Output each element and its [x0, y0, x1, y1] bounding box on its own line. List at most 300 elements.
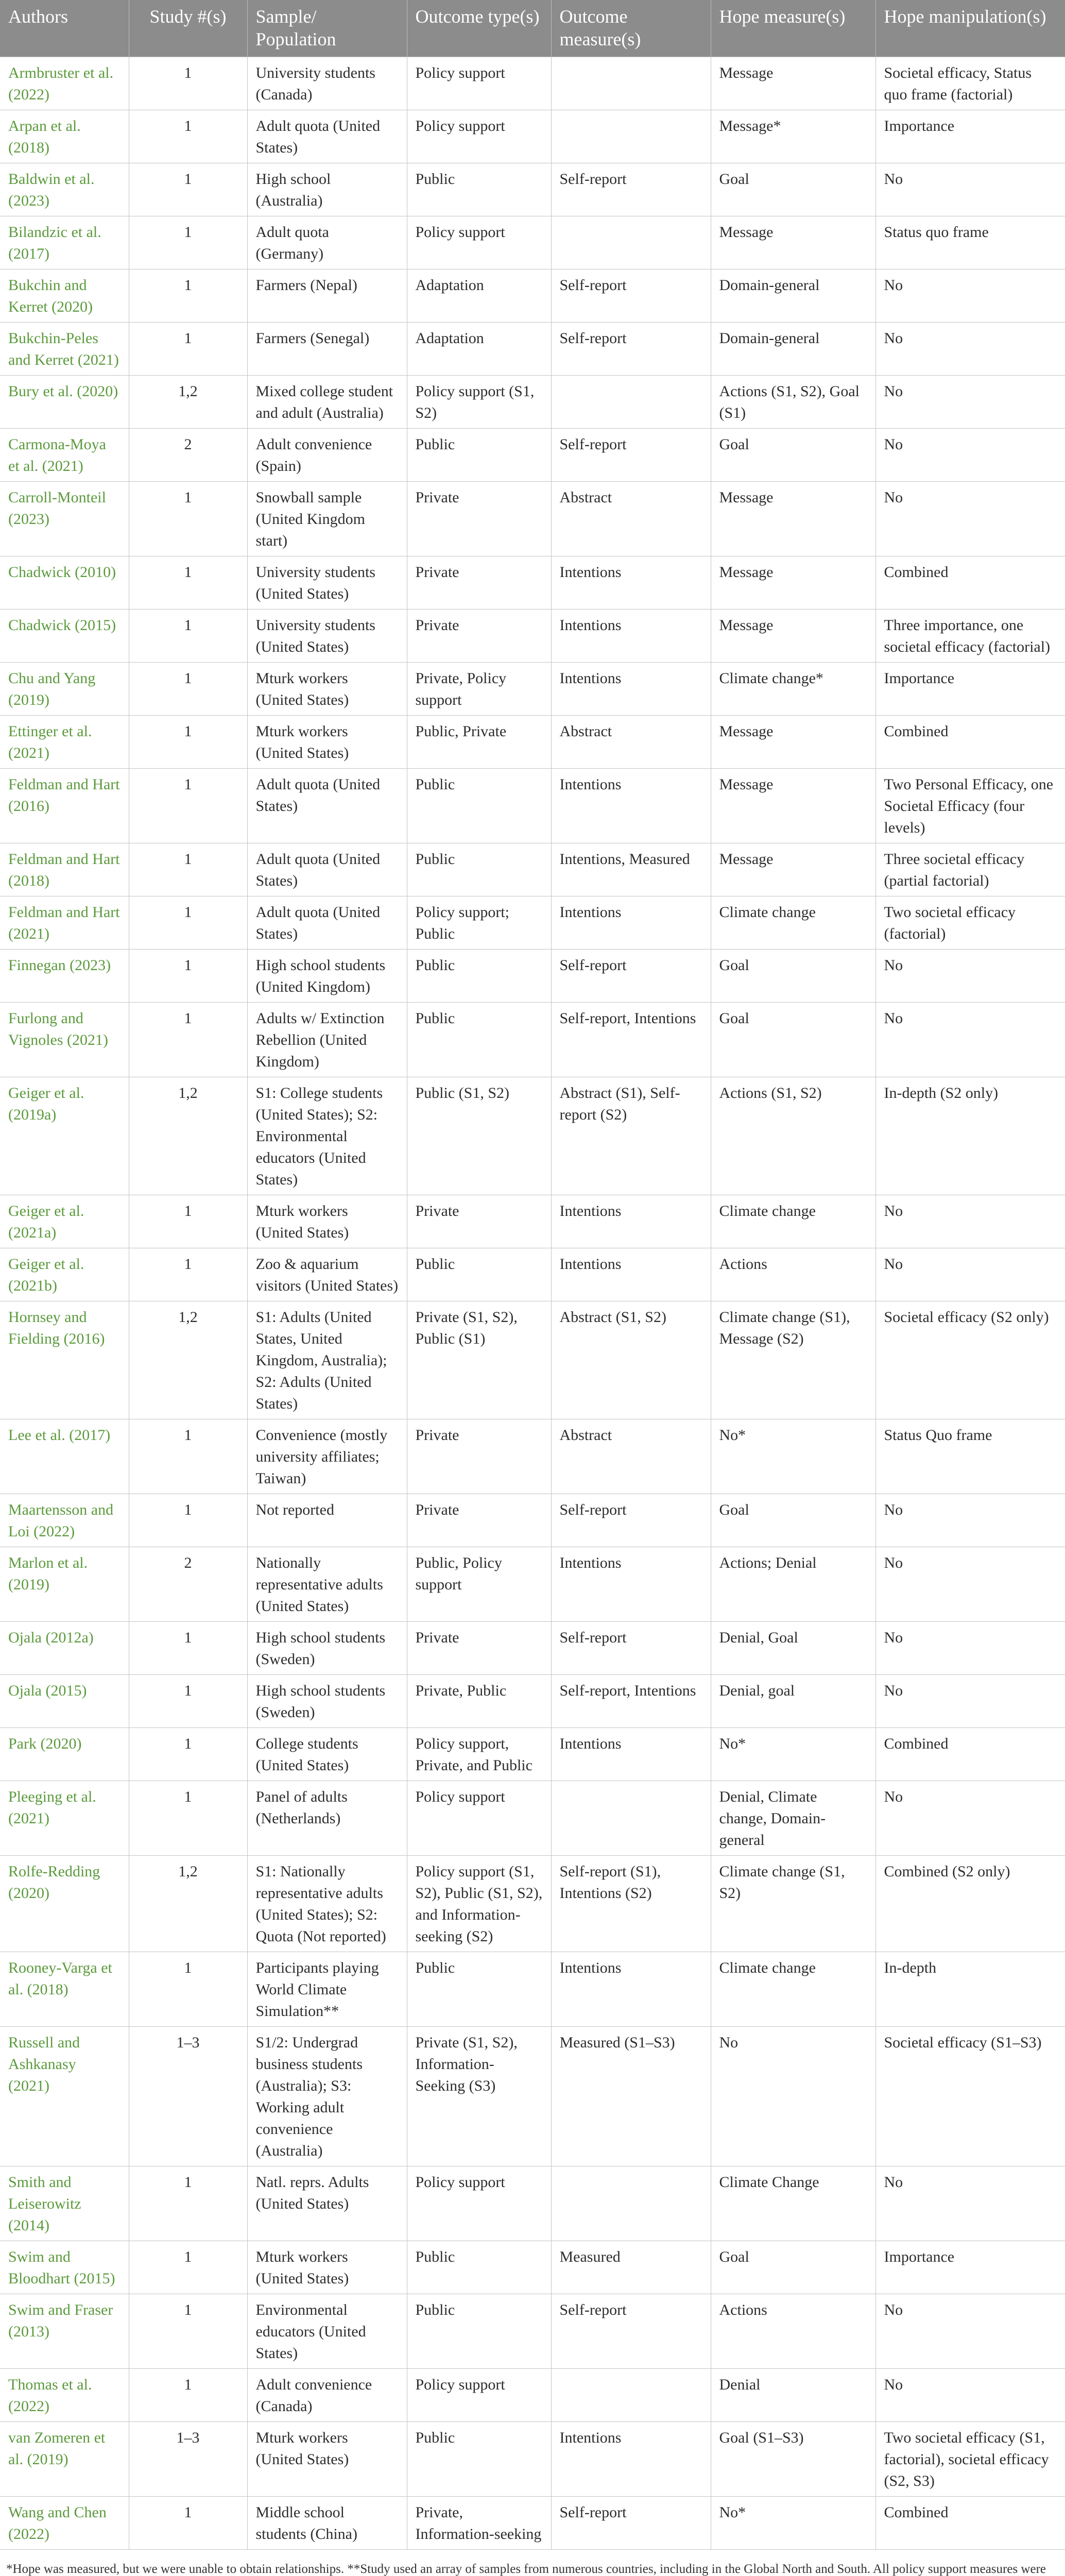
outcome-type-cell: Private [407, 1621, 551, 1674]
table-row [0, 662, 1065, 715]
hope-measure-cell: Actions; Denial [711, 1547, 875, 1621]
hope-manipulation-cell: Societal efficacy, Status quo frame (factorial) [875, 57, 1065, 110]
outcome-measure-cell: Self-report [551, 269, 711, 322]
study-number-cell: 1 [129, 2368, 247, 2421]
outcome-type-cell: Public [407, 843, 551, 896]
author-cell[interactable]: Ojala (2012a) [0, 1621, 129, 1674]
hope-measure-cell: Actions [711, 2294, 875, 2368]
table-row [0, 375, 1065, 428]
sample-cell: University students (Canada) [247, 57, 407, 110]
outcome-measure-cell: Self-report (S1), Intentions (S2) [551, 1855, 711, 1952]
study-number-cell: 1 [129, 896, 247, 949]
outcome-measure-cell: Intentions [551, 609, 711, 662]
author-cell[interactable]: Marlon et al. (2019) [0, 1547, 129, 1621]
outcome-type-cell: Public [407, 2421, 551, 2496]
hope-measure-cell: Domain-general [711, 269, 875, 322]
table-row [0, 163, 1065, 216]
author-cell[interactable]: Swim and Fraser (2013) [0, 2294, 129, 2368]
hope-manipulation-cell: No [875, 481, 1065, 556]
sample-cell: Convenience (mostly university affiliates; Taiwan) [247, 1419, 407, 1494]
table-row [0, 1781, 1065, 1855]
table-header [0, 0, 1065, 57]
hope-measure-cell: Denial, Goal [711, 1621, 875, 1674]
sample-cell: Mturk workers (United States) [247, 715, 407, 768]
study-number-cell: 1–3 [129, 2026, 247, 2166]
author-cell[interactable]: Geiger et al. (2019a) [0, 1077, 129, 1195]
author-cell[interactable]: Ojala (2015) [0, 1674, 129, 1727]
hope-manipulation-cell: No [875, 428, 1065, 481]
study-number-cell: 1 [129, 609, 247, 662]
hope-measure-cell: Climate change* [711, 662, 875, 715]
study-number-cell: 1 [129, 322, 247, 375]
header-study-number: Study #(s) [129, 0, 247, 57]
table-row [0, 1727, 1065, 1781]
outcome-measure-cell: Intentions [551, 896, 711, 949]
hope-manipulation-cell: No [875, 2294, 1065, 2368]
hope-measure-cell: Message [711, 216, 875, 269]
outcome-measure-cell: Measured (S1–S3) [551, 2026, 711, 2166]
table-row [0, 1248, 1065, 1301]
sample-cell: Natl. reprs. Adults (United States) [247, 2166, 407, 2241]
table-row [0, 949, 1065, 1002]
outcome-measure-cell [551, 2166, 711, 2241]
hope-manipulation-cell: Three societal efficacy (partial factorial) [875, 843, 1065, 896]
study-number-cell: 1 [129, 163, 247, 216]
table-row [0, 2166, 1065, 2241]
outcome-measure-cell: Measured [551, 2241, 711, 2294]
author-cell[interactable]: Bilandzic et al. (2017) [0, 216, 129, 269]
author-cell[interactable]: Rooney-Varga et al. (2018) [0, 1952, 129, 2026]
hope-manipulation-cell: No [875, 322, 1065, 375]
hope-measure-cell: Message [711, 609, 875, 662]
hope-manipulation-cell: No [875, 375, 1065, 428]
author-cell[interactable]: Geiger et al. (2021b) [0, 1248, 129, 1301]
author-cell[interactable]: Swim and Bloodhart (2015) [0, 2241, 129, 2294]
outcome-measure-cell: Abstract (S1, S2) [551, 1301, 711, 1419]
hope-manipulation-cell: Combined [875, 556, 1065, 609]
author-cell[interactable]: Armbruster et al. (2022) [0, 57, 129, 110]
study-number-cell: 1 [129, 110, 247, 163]
study-number-cell: 1,2 [129, 1077, 247, 1195]
sample-cell: High school students (Sweden) [247, 1674, 407, 1727]
sample-cell: Adult quota (United States) [247, 110, 407, 163]
table-row [0, 481, 1065, 556]
table-row [0, 57, 1065, 110]
outcome-measure-cell: Intentions [551, 662, 711, 715]
hope-manipulation-cell: Two societal efficacy (factorial) [875, 896, 1065, 949]
table-row [0, 2496, 1065, 2549]
sample-cell: S1: Nationally representative adults (United States); S2: Quota (Not reported) [247, 1855, 407, 1952]
study-number-cell: 1 [129, 1621, 247, 1674]
author-cell[interactable]: Russell and Ashkanasy (2021) [0, 2026, 129, 2166]
table-row [0, 896, 1065, 949]
outcome-type-cell: Public [407, 768, 551, 843]
outcome-measure-cell: Self-report [551, 2294, 711, 2368]
hope-measure-cell: No [711, 2026, 875, 2166]
outcome-measure-cell: Self-report [551, 949, 711, 1002]
author-cell[interactable]: Ettinger et al. (2021) [0, 715, 129, 768]
outcome-measure-cell: Self-report [551, 2496, 711, 2549]
outcome-measure-cell: Self-report [551, 1494, 711, 1547]
study-number-cell: 1 [129, 1419, 247, 1494]
outcome-type-cell: Public [407, 163, 551, 216]
study-number-cell: 1 [129, 1494, 247, 1547]
outcome-type-cell: Private [407, 1419, 551, 1494]
author-cell[interactable]: Arpan et al. (2018) [0, 110, 129, 163]
hope-manipulation-cell: Importance [875, 662, 1065, 715]
hope-manipulation-cell: No [875, 1002, 1065, 1077]
hope-measure-cell: Goal [711, 2241, 875, 2294]
hope-manipulation-cell: No [875, 1195, 1065, 1248]
hope-manipulation-cell: No [875, 163, 1065, 216]
study-number-cell: 1 [129, 1002, 247, 1077]
outcome-measure-cell: Intentions [551, 1248, 711, 1301]
hope-measure-cell: Message [711, 843, 875, 896]
table-row [0, 1674, 1065, 1727]
sample-cell: High school students (United Kingdom) [247, 949, 407, 1002]
outcome-type-cell: Private [407, 556, 551, 609]
hope-measure-cell: Message [711, 715, 875, 768]
outcome-type-cell: Public [407, 428, 551, 481]
study-number-cell: 1 [129, 662, 247, 715]
hope-manipulation-cell: No [875, 1674, 1065, 1727]
sample-cell: Mixed college student and adult (Australia) [247, 375, 407, 428]
outcome-measure-cell: Intentions [551, 1952, 711, 2026]
outcome-type-cell: Public, Private [407, 715, 551, 768]
outcome-type-cell: Private (S1, S2), Information-Seeking (S3) [407, 2026, 551, 2166]
author-cell[interactable]: Hornsey and Fielding (2016) [0, 1301, 129, 1419]
outcome-measure-cell: Self-report [551, 1621, 711, 1674]
header-outcome-type: Outcome type(s) [407, 0, 551, 57]
table-row [0, 715, 1065, 768]
header-sample-population: Sample/ Population [247, 0, 407, 57]
outcome-measure-cell: Self-report [551, 428, 711, 481]
outcome-type-cell: Public [407, 2294, 551, 2368]
outcome-measure-cell: Intentions [551, 768, 711, 843]
table-row [0, 269, 1065, 322]
hope-manipulation-cell: Status quo frame [875, 216, 1065, 269]
outcome-type-cell: Private [407, 1195, 551, 1248]
outcome-measure-cell: Intentions [551, 1727, 711, 1781]
table-row [0, 1547, 1065, 1621]
outcome-measure-cell: Intentions [551, 1547, 711, 1621]
study-number-cell: 1 [129, 1952, 247, 2026]
author-cell[interactable]: Lee et al. (2017) [0, 1419, 129, 1494]
outcome-type-cell: Policy support; Public [407, 896, 551, 949]
outcome-type-cell: Policy support, Private, and Public [407, 1727, 551, 1781]
hope-manipulation-cell: Societal efficacy (S1–S3) [875, 2026, 1065, 2166]
study-number-cell: 1 [129, 2166, 247, 2241]
outcome-type-cell: Policy support (S1, S2), Public (S1, S2), and Information-seeking (S2) [407, 1855, 551, 1952]
header-row [0, 0, 1065, 57]
hope-measure-cell: Domain-general [711, 322, 875, 375]
outcome-type-cell: Private, Policy support [407, 662, 551, 715]
outcome-type-cell: Policy support [407, 57, 551, 110]
sample-cell: Nationally representative adults (United States) [247, 1547, 407, 1621]
outcome-type-cell: Policy support [407, 2368, 551, 2421]
outcome-type-cell: Adaptation [407, 322, 551, 375]
author-cell[interactable]: Feldman and Hart (2021) [0, 896, 129, 949]
author-cell[interactable]: Park (2020) [0, 1727, 129, 1781]
study-number-cell: 1,2 [129, 1301, 247, 1419]
outcome-measure-cell [551, 1781, 711, 1855]
sample-cell: Middle school students (China) [247, 2496, 407, 2549]
outcome-type-cell: Private [407, 609, 551, 662]
table-row [0, 1621, 1065, 1674]
outcome-measure-cell: Abstract [551, 481, 711, 556]
sample-cell: Farmers (Nepal) [247, 269, 407, 322]
table-row [0, 609, 1065, 662]
hope-measure-cell: Climate change (S1), Message (S2) [711, 1301, 875, 1419]
author-cell[interactable]: Carroll-Monteil (2023) [0, 481, 129, 556]
outcome-type-cell: Public [407, 1952, 551, 2026]
hope-manipulation-cell: No [875, 2368, 1065, 2421]
hope-measure-cell: Goal [711, 428, 875, 481]
study-number-cell: 1 [129, 1248, 247, 1301]
study-number-cell: 1,2 [129, 1855, 247, 1952]
author-cell[interactable]: Rolfe-Redding (2020) [0, 1855, 129, 1952]
author-cell[interactable]: Maartensson and Loi (2022) [0, 1494, 129, 1547]
study-number-cell: 1 [129, 768, 247, 843]
header-outcome-measure: Outcome measure(s) [551, 0, 711, 57]
study-number-cell: 1–3 [129, 2421, 247, 2496]
hope-measure-cell: Denial, Climate change, Domain-general [711, 1781, 875, 1855]
outcome-type-cell: Policy support [407, 216, 551, 269]
outcome-measure-cell: Self-report, Intentions [551, 1002, 711, 1077]
author-cell[interactable]: van Zomeren et al. (2019) [0, 2421, 129, 2496]
sample-cell: Mturk workers (United States) [247, 1195, 407, 1248]
hope-manipulation-cell: No [875, 269, 1065, 322]
author-cell[interactable]: Chu and Yang (2019) [0, 662, 129, 715]
hope-manipulation-cell: In-depth [875, 1952, 1065, 2026]
hope-manipulation-cell: Combined [875, 2496, 1065, 2549]
table-row [0, 768, 1065, 843]
author-cell[interactable]: Baldwin et al. (2023) [0, 163, 129, 216]
sample-cell: Farmers (Senegal) [247, 322, 407, 375]
sample-cell: Participants playing World Climate Simulation** [247, 1952, 407, 2026]
table-row [0, 1419, 1065, 1494]
table-row [0, 1952, 1065, 2026]
sample-cell: University students (United States) [247, 556, 407, 609]
hope-manipulation-cell: No [875, 1248, 1065, 1301]
outcome-type-cell: Public [407, 1248, 551, 1301]
study-number-cell: 1 [129, 57, 247, 110]
hope-measure-cell: Goal [711, 949, 875, 1002]
author-cell[interactable]: Feldman and Hart (2018) [0, 843, 129, 896]
hope-manipulation-cell: Importance [875, 2241, 1065, 2294]
study-number-cell: 1 [129, 269, 247, 322]
outcome-measure-cell: Self-report [551, 322, 711, 375]
sample-cell: Environmental educators (United States) [247, 2294, 407, 2368]
outcome-measure-cell: Abstract [551, 1419, 711, 1494]
outcome-measure-cell: Self-report, Intentions [551, 1674, 711, 1727]
hope-manipulation-cell: Combined (S2 only) [875, 1855, 1065, 1952]
outcome-measure-cell: Intentions [551, 2421, 711, 2496]
table-row [0, 2368, 1065, 2421]
table-row [0, 556, 1065, 609]
author-cell[interactable]: Wang and Chen (2022) [0, 2496, 129, 2549]
hope-measure-cell: Denial, goal [711, 1674, 875, 1727]
study-number-cell: 1 [129, 2496, 247, 2549]
study-number-cell: 1 [129, 2294, 247, 2368]
hope-measure-cell: Message [711, 57, 875, 110]
author-cell[interactable]: Bukchin and Kerret (2020) [0, 269, 129, 322]
hope-measure-cell: Goal [711, 1002, 875, 1077]
hope-measure-cell: Denial [711, 2368, 875, 2421]
table-footnote: *Hope was measured, but we were unable to obtain relationships. **Study used an array of samples from numerous countries, including in the Global North and South. All policy support measures were [6, 2562, 1046, 2576]
outcome-measure-cell: Intentions [551, 1195, 711, 1248]
hope-manipulation-cell: No [875, 1547, 1065, 1621]
author-cell[interactable]: Pleeging et al. (2021) [0, 1781, 129, 1855]
outcome-measure-cell [551, 2368, 711, 2421]
outcome-type-cell: Public [407, 2241, 551, 2294]
sample-cell: Adult convenience (Canada) [247, 2368, 407, 2421]
hope-measure-cell: No* [711, 1727, 875, 1781]
outcome-measure-cell [551, 375, 711, 428]
table-row [0, 2294, 1065, 2368]
table-row [0, 1494, 1065, 1547]
outcome-type-cell: Public [407, 1002, 551, 1077]
sample-cell: High school (Australia) [247, 163, 407, 216]
author-cell[interactable]: Chadwick (2015) [0, 609, 129, 662]
hope-measure-cell: Message [711, 768, 875, 843]
sample-cell: Adult convenience (Spain) [247, 428, 407, 481]
hope-manipulation-cell: No [875, 1781, 1065, 1855]
author-cell[interactable]: Thomas et al. (2022) [0, 2368, 129, 2421]
study-number-cell: 1 [129, 481, 247, 556]
table-row [0, 110, 1065, 163]
hope-measure-cell: Message [711, 556, 875, 609]
outcome-type-cell: Private [407, 481, 551, 556]
sample-cell: S1: Adults (United States, United Kingdom, Australia); S2: Adults (United States) [247, 1301, 407, 1419]
outcome-type-cell: Private, Public [407, 1674, 551, 1727]
hope-manipulation-cell: No [875, 949, 1065, 1002]
table-row [0, 2241, 1065, 2294]
hope-manipulation-cell: Importance [875, 110, 1065, 163]
study-number-cell: 1 [129, 556, 247, 609]
table-row [0, 322, 1065, 375]
hope-measure-cell: Climate change [711, 1195, 875, 1248]
hope-measure-cell: No* [711, 2496, 875, 2549]
author-cell[interactable]: Smith and Leiserowitz (2014) [0, 2166, 129, 2241]
sample-cell: College students (United States) [247, 1727, 407, 1781]
sample-cell: High school students (Sweden) [247, 1621, 407, 1674]
header-hope-manipulation: Hope manipulation(s) [875, 0, 1065, 57]
author-cell[interactable]: Feldman and Hart (2016) [0, 768, 129, 843]
outcome-measure-cell: Intentions, Measured [551, 843, 711, 896]
table-row [0, 2421, 1065, 2496]
hope-manipulation-cell: Status Quo frame [875, 1419, 1065, 1494]
table-row [0, 1195, 1065, 1248]
sample-cell: Mturk workers (United States) [247, 2421, 407, 2496]
hope-measure-cell: Climate change (S1, S2) [711, 1855, 875, 1952]
outcome-type-cell: Private (S1, S2), Public (S1) [407, 1301, 551, 1419]
sample-cell: Adult quota (United States) [247, 896, 407, 949]
study-number-cell: 1 [129, 1781, 247, 1855]
sample-cell: Adult quota (United States) [247, 768, 407, 843]
author-cell[interactable]: Furlong and Vignoles (2021) [0, 1002, 129, 1077]
outcome-measure-cell [551, 57, 711, 110]
hope-measure-cell: Actions [711, 1248, 875, 1301]
sample-cell: S1/2: Undergrad business students (Australia); S3: Working adult convenience (Australia) [247, 2026, 407, 2166]
hope-measure-cell: Climate Change [711, 2166, 875, 2241]
hope-measure-cell: Actions (S1, S2) [711, 1077, 875, 1195]
table-row [0, 1301, 1065, 1419]
study-number-cell: 1 [129, 216, 247, 269]
table-row [0, 1002, 1065, 1077]
header-hope-measure: Hope measure(s) [711, 0, 875, 57]
table-row [0, 1077, 1065, 1195]
header-authors: Authors [0, 0, 129, 57]
author-cell[interactable]: Bury et al. (2020) [0, 375, 129, 428]
hope-measure-cell: Goal (S1–S3) [711, 2421, 875, 2496]
hope-manipulation-cell: Societal efficacy (S2 only) [875, 1301, 1065, 1419]
study-number-cell: 2 [129, 1547, 247, 1621]
table-row [0, 843, 1065, 896]
study-number-cell: 1 [129, 1727, 247, 1781]
outcome-type-cell: Adaptation [407, 269, 551, 322]
hope-manipulation-cell: Three importance, one societal efficacy (factorial) [875, 609, 1065, 662]
sample-cell: Zoo & aquarium visitors (United States) [247, 1248, 407, 1301]
hope-manipulation-cell: No [875, 2166, 1065, 2241]
hope-manipulation-cell: Combined [875, 715, 1065, 768]
author-cell[interactable]: Chadwick (2010) [0, 556, 129, 609]
outcome-type-cell: Policy support (S1, S2) [407, 375, 551, 428]
hope-measure-cell: Message [711, 481, 875, 556]
hope-measure-cell: Goal [711, 1494, 875, 1547]
study-number-cell: 1 [129, 715, 247, 768]
study-number-cell: 2 [129, 428, 247, 481]
author-cell[interactable]: Carmona-Moya et al. (2021) [0, 428, 129, 481]
sample-cell: S1: College students (United States); S2: Environmental educators (United States) [247, 1077, 407, 1195]
hope-measure-cell: Goal [711, 163, 875, 216]
outcome-type-cell: Policy support [407, 110, 551, 163]
hope-manipulation-cell: Two societal efficacy (S1, factorial), societal efficacy (S2, S3) [875, 2421, 1065, 2496]
hope-measure-cell: Message* [711, 110, 875, 163]
table-row [0, 216, 1065, 269]
table-row [0, 428, 1065, 481]
sample-cell: Mturk workers (United States) [247, 2241, 407, 2294]
study-number-cell: 1 [129, 843, 247, 896]
sample-cell: University students (United States) [247, 609, 407, 662]
outcome-measure-cell [551, 216, 711, 269]
sample-cell: Adults w/ Extinction Rebellion (United Kingdom) [247, 1002, 407, 1077]
study-number-cell: 1 [129, 949, 247, 1002]
outcome-measure-cell: Abstract (S1), Self-report (S2) [551, 1077, 711, 1195]
outcome-type-cell: Public [407, 949, 551, 1002]
hope-measure-cell: Actions (S1, S2), Goal (S1) [711, 375, 875, 428]
author-cell[interactable]: Geiger et al. (2021a) [0, 1195, 129, 1248]
table-row [0, 2026, 1065, 2166]
sample-cell: Not reported [247, 1494, 407, 1547]
table-row [0, 1855, 1065, 1952]
outcome-type-cell: Policy support [407, 1781, 551, 1855]
sample-cell: Adult quota (Germany) [247, 216, 407, 269]
outcome-measure-cell: Self-report [551, 163, 711, 216]
outcome-type-cell: Private [407, 1494, 551, 1547]
outcome-measure-cell: Intentions [551, 556, 711, 609]
author-cell[interactable]: Finnegan (2023) [0, 949, 129, 1002]
outcome-type-cell: Public, Policy support [407, 1547, 551, 1621]
author-cell[interactable]: Bukchin-Peles and Kerret (2021) [0, 322, 129, 375]
outcome-type-cell: Policy support [407, 2166, 551, 2241]
hope-manipulation-cell: Two Personal Efficacy, one Societal Efficacy (four levels) [875, 768, 1065, 843]
hope-measure-cell: No* [711, 1419, 875, 1494]
hope-manipulation-cell: In-depth (S2 only) [875, 1077, 1065, 1195]
outcome-measure-cell: Abstract [551, 715, 711, 768]
study-number-cell: 1 [129, 1674, 247, 1727]
outcome-measure-cell [551, 110, 711, 163]
